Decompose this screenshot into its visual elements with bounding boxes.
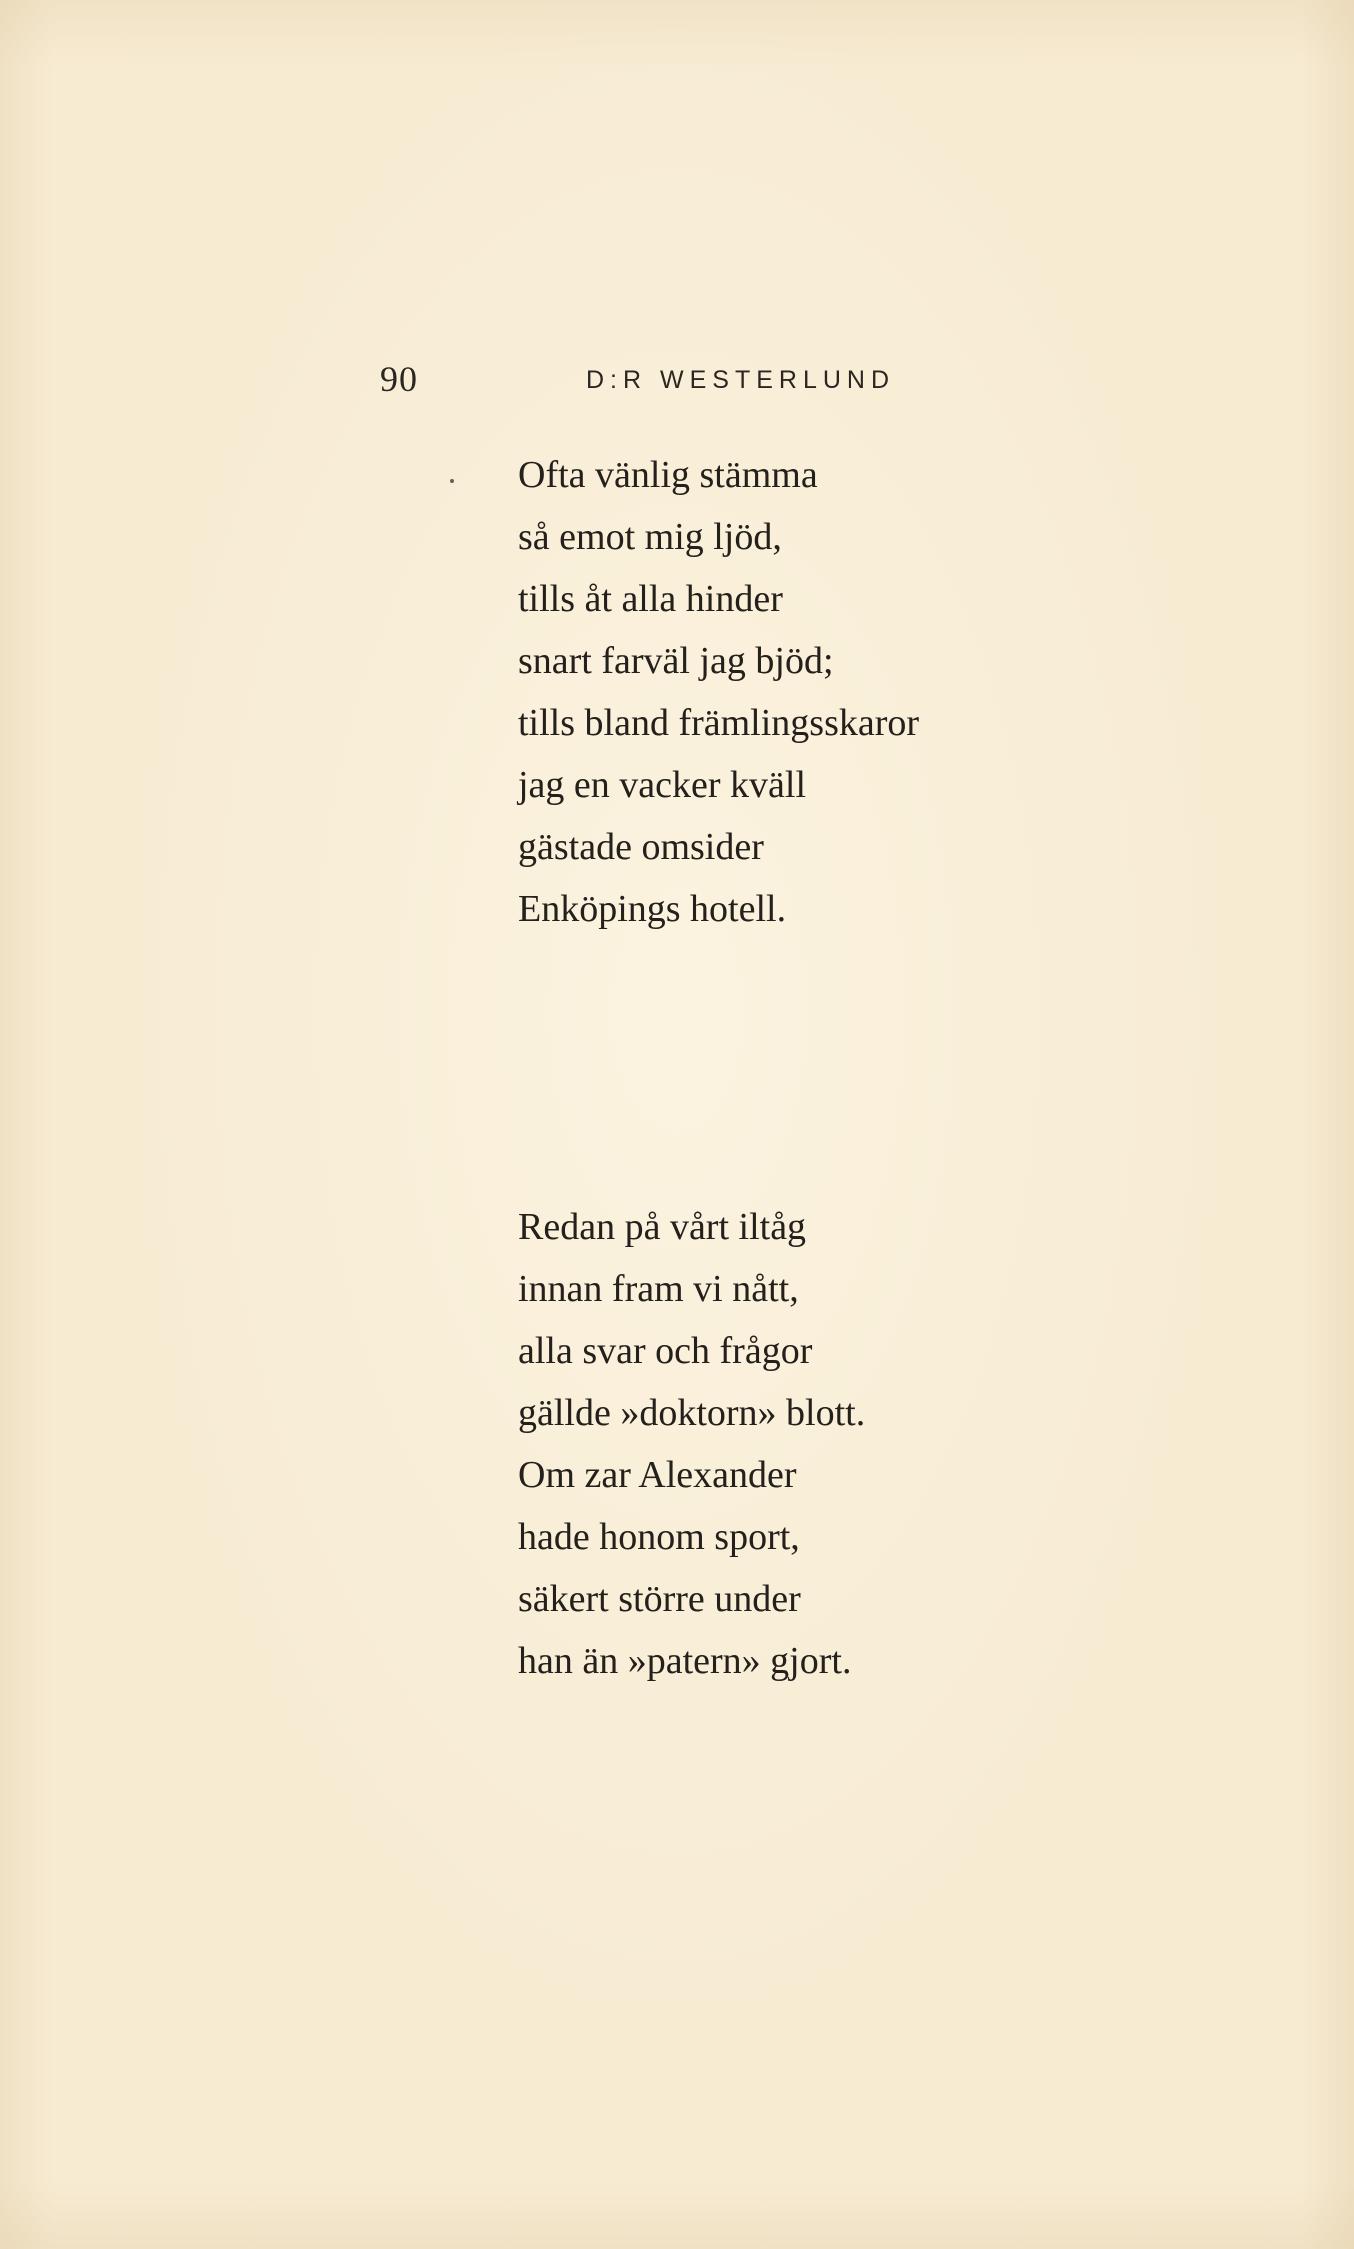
- verse-line: Redan på vårt iltåg: [518, 1206, 807, 1248]
- verse-line: Ofta vänlig stämma: [518, 454, 818, 496]
- verse-line: innan fram vi nått,: [518, 1268, 799, 1310]
- verse-line: gästade omsider: [518, 826, 764, 868]
- stanza-1: [518, 444, 919, 940]
- page-header: [0, 358, 1354, 404]
- verse-line: Enköpings hotell.: [518, 888, 787, 930]
- page-number: 90: [380, 359, 418, 399]
- verse-line: Om zar Alexander: [518, 1454, 797, 1496]
- verse-line: hade honom sport,: [518, 1516, 800, 1558]
- verse-line: jag en vacker kväll: [518, 764, 807, 806]
- running-head: D:R WESTERLUND: [586, 366, 896, 394]
- verse-line: tills åt alla hinder: [518, 578, 783, 620]
- verse-line: alla svar och frågor: [518, 1330, 813, 1372]
- verse-line: tills bland främlingsskaror: [518, 702, 920, 744]
- verse-line: så emot mig ljöd,: [518, 516, 782, 558]
- verse-line: snart farväl jag bjöd;: [518, 640, 834, 682]
- verse-line: gällde »doktorn» blott.: [518, 1392, 866, 1434]
- verse-line: han än »patern» gjort.: [518, 1640, 852, 1682]
- stanza-2: [518, 1196, 865, 1692]
- verse-line: säkert större under: [518, 1578, 801, 1620]
- print-speck: [450, 479, 454, 483]
